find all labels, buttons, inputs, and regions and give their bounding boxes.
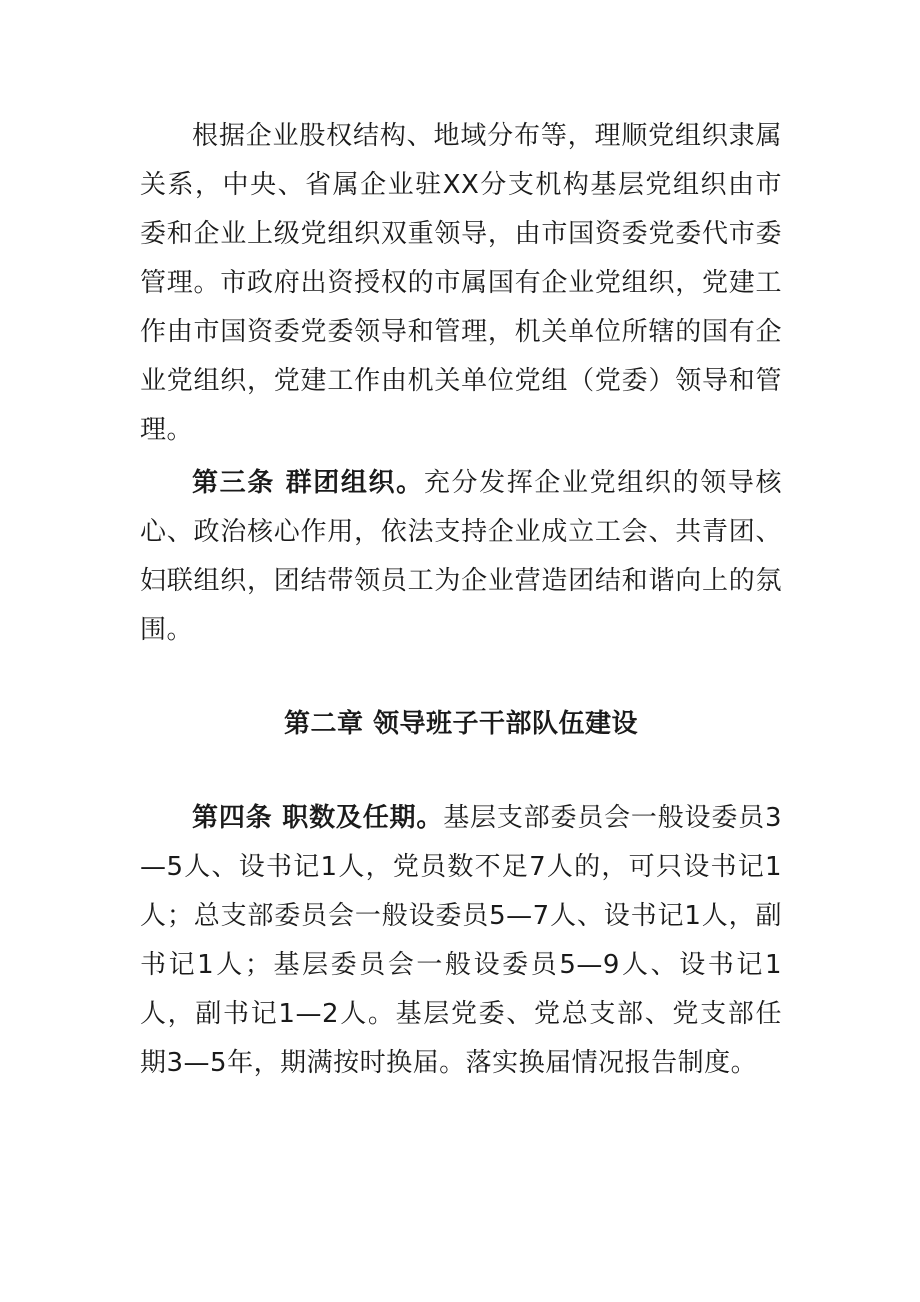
article-4 [140, 794, 782, 1088]
article-4-body: 基层支部委员会一般设委员3—5人、设书记1人，党员数不足7人的，可只设书记1人；总支部委员会一般设委员5—7人、设书记1人，副书记1人；基层委员会一般设委员5—9人、设书记1人，副书记1—2人。基层党委、党总支部、党支部任期3—5年，期满按时换届。落实换届情况报告制度。 [140, 803, 782, 1078]
chapter-2-title: 第二章 领导班子干部队伍建设 [283, 709, 639, 739]
article-4-heading: 第四条 职数及任期。 [192, 803, 444, 833]
article-3-heading: 第三条 群团组织。 [192, 468, 424, 498]
paragraph-party-affiliation: 根据企业股权结构、地域分布等，理顺党组织隶属关系，中央、省属企业驻XX分支机构基层党组织由市委和企业上级党组织双重领导，由市国资委党委代市委管理。市政府出资授权的市属国有企业党组织，党建工作由市国资委党委领导和管理，机关单位所辖的国有企业党组织，党建工作由机关单位党组（党委）领导和管理。 [140, 121, 782, 445]
article-3-body: 充分发挥企业党组织的领导核心、政治核心作用，依法支持企业成立工会、共青团、妇联组织，团结带领员工为企业营造团结和谐向上的氛围。 [140, 468, 782, 645]
article-3 [140, 459, 782, 655]
document-page [140, 112, 782, 1088]
